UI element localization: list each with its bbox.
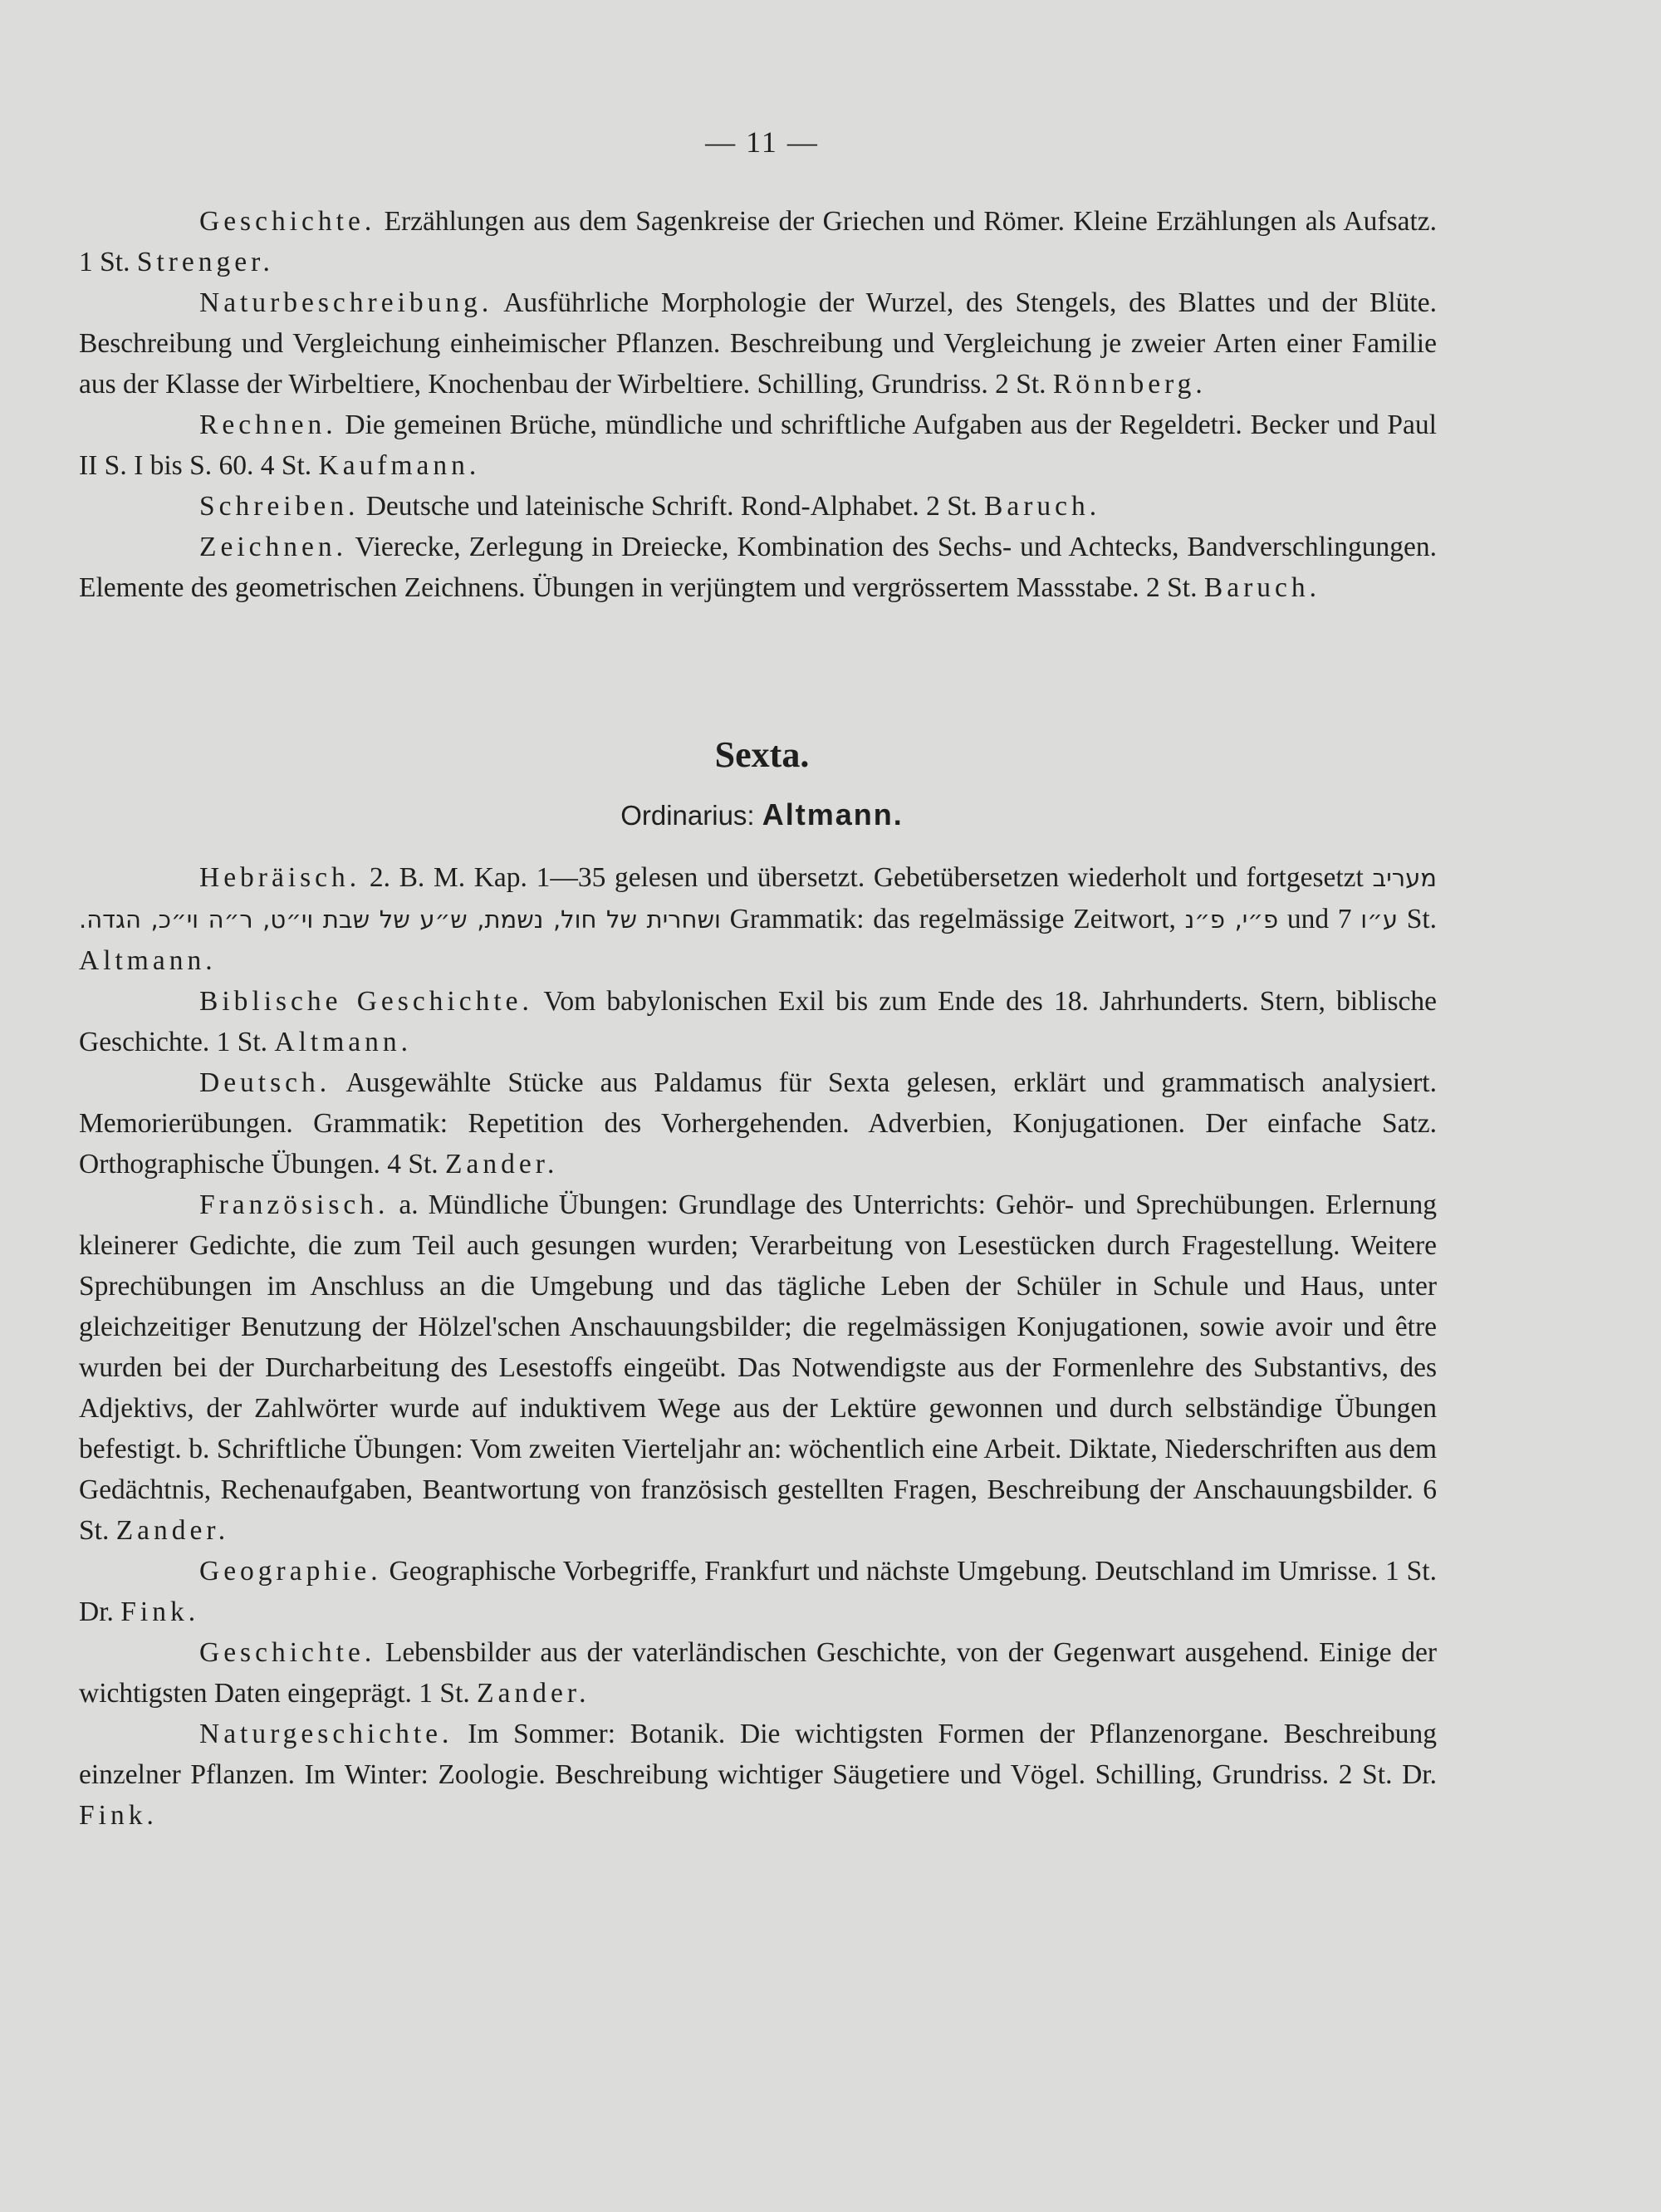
ordinarius-line xyxy=(0,797,1524,832)
entry-hebraisch xyxy=(79,857,1437,981)
top-section xyxy=(79,201,1437,608)
entry-biblische-geschichte xyxy=(79,981,1437,1062)
entry-text: Die gemeinen Brüche, mündliche und schriftliche Aufgaben aus der Regeldetri. Becker und Paul II S. I bis S. 60. 4 St. xyxy=(79,410,1437,481)
teacher-name: Zander. xyxy=(477,1678,590,1709)
entry-text: Vom babylonischen Exil bis zum Ende des 18. Jahrhunderts. Stern, biblische Geschichte. 1 St. xyxy=(79,986,1437,1057)
entry-naturbeschreibung xyxy=(79,282,1437,405)
entry-text: Im Sommer: Botanik. Die wichtigsten Formen der Pflanzenorgane. Beschreibung einzelner Pflanzen. Im Winter: Zoologie. Beschreibung wichtiger Säugetiere und Vögel. Schilling, Grundriss. 2 St. Dr. xyxy=(79,1719,1437,1790)
entry-text: 2. B. M. Kap. 1—35 gelesen und übersetzt. Gebetübersetzen wiederholt und fortgesetzt xyxy=(360,862,1373,893)
teacher-name: Fink. xyxy=(79,1800,158,1831)
ordinarius-name: Altmann. xyxy=(762,797,904,831)
teacher-name: Altmann. xyxy=(79,945,217,976)
hebrew-text: ע״ו xyxy=(1360,905,1398,934)
teacher-name: Strenger. xyxy=(136,247,274,277)
entry-text: Lebensbilder aus der vaterländischen Geschichte, von der Gegenwart ausgehend. Einige der wichtigsten Daten eingeprägt. 1 St. xyxy=(79,1637,1437,1709)
hebrew-text: מעריב ושחרית של חול, נשמת, ש״ע של שבת וי״ט, ר״ה וי״כ, הגדה. xyxy=(79,864,1437,934)
entry-text: Geographische Vorbegriffe, Frankfurt und nächste Umgebung. Deutschland im Umrisse. 1 St. Dr. xyxy=(79,1556,1437,1627)
hebrew-text: פ״י, פ״נ xyxy=(1184,905,1279,934)
teacher-name: Zander. xyxy=(115,1515,230,1546)
entry-text: Ausführliche Morphologie der Wurzel, des Stengels, des Blattes und der Blüte. Beschreibung und Vergleichung einheimischer Pflanzen. Beschreibung und Vergleichung je zweier Arten einer Familie aus der Klasse der Wirbeltiere, Knochenbau der Wirbeltiere. Schilling, Grundriss. 2 St. xyxy=(79,287,1437,400)
entry-text: 7 St. xyxy=(1337,904,1438,934)
subject-label: Geographie. xyxy=(199,1556,382,1587)
subject-label: Geschichte. xyxy=(199,206,376,237)
teacher-name: Baruch. xyxy=(1203,572,1320,603)
subject-label: Rechnen. xyxy=(199,410,337,440)
entry-geschichte-sexta xyxy=(79,1632,1437,1714)
entry-text: a. Mündliche Übungen: Grundlage des Unterrichts: Gehör- und Sprechübungen. Erlernung kleinerer Gedichte, die zum Teil auch gesungen wurden; Verarbeitung von Lesestücken durch Fragestellung. Weitere Sprechübungen im Anschluss an die Umgebung und das tägliche Leben der Schüler in Schule und Haus, unter gleichzeitiger Benutzung der Hölzel'schen Anschauungsbilder; die regelmässigen Konjugationen, sowie avoir und être wurden bei der Durcharbeitung des Lesestoffs eingeübt. Das Notwendigste aus der Formenlehre des Substantivs, des Adjektivs, der Zahlwörter wurde auf induktivem Wege aus der Lektüre gewonnen und durch selbständige Übungen befestigt. b. Schriftliche Übungen: Vom zweiten Vierteljahr an: wöchentlich eine Arbeit. Diktate, Niederschriften aus dem Gedächtnis, Rechenaufgaben, Beantwortung von französisch gestellten Fragen, Beschreibung der Anschauungsbilder. 6 St. xyxy=(79,1189,1437,1546)
entry-deutsch xyxy=(79,1062,1437,1184)
ordinarius-label: Ordinarius: xyxy=(620,800,755,831)
subject-label: Deutsch. xyxy=(199,1067,331,1098)
subject-label: Geschichte. xyxy=(199,1637,376,1668)
subject-label: Französisch. xyxy=(199,1189,390,1220)
entry-geographie xyxy=(79,1551,1437,1632)
teacher-name: Altmann. xyxy=(274,1027,412,1057)
teacher-name: Baruch. xyxy=(984,491,1101,522)
entry-geschichte xyxy=(79,201,1437,282)
entry-naturgeschichte xyxy=(79,1714,1437,1836)
entry-schreiben xyxy=(79,486,1437,527)
entry-text: und xyxy=(1278,904,1338,934)
section-title: Sexta. xyxy=(714,734,810,775)
teacher-name: Kaufmann. xyxy=(318,450,481,481)
entry-text: Grammatik: das regelmässige Zeitwort, xyxy=(720,904,1185,934)
subject-label: Biblische Geschichte. xyxy=(199,986,533,1017)
subject-label: Naturbeschreibung. xyxy=(199,287,493,318)
subject-label: Zeichnen. xyxy=(199,532,348,562)
page-number: — 11 — xyxy=(705,125,819,159)
subject-label: Naturgeschichte. xyxy=(199,1719,453,1749)
entry-text: Vierecke, Zerlegung in Dreiecke, Kombination des Sechs- und Achtecks, Bandverschlingungen. Elemente des geometrischen Zeichnens. Übungen in verjüngtem und vergrössertem Massstabe. 2 St. xyxy=(79,532,1437,603)
teacher-name: Rönnberg. xyxy=(1052,369,1207,400)
entry-franzosisch xyxy=(79,1184,1437,1551)
entry-text: Erzählungen aus dem Sagenkreise der Griechen und Römer. Kleine Erzählungen als Aufsatz. 1 St. xyxy=(79,206,1437,277)
teacher-name: Fink. xyxy=(120,1596,200,1627)
subject-label: Schreiben. xyxy=(199,491,360,522)
sexta-section xyxy=(79,857,1437,1836)
entry-zeichnen xyxy=(79,527,1437,608)
teacher-name: Zander. xyxy=(445,1149,559,1180)
subject-label: Hebräisch. xyxy=(199,862,361,893)
entry-rechnen xyxy=(79,405,1437,486)
entry-text: Deutsche und lateinische Schrift. Rond-Alphabet. 2 St. xyxy=(359,491,984,522)
entry-text: Ausgewählte Stücke aus Paldamus für Sexta gelesen, erklärt und grammatisch analysiert. Memorierübungen. Grammatik: Repetition des Vorhergehenden. Adverbien, Konjugationen. Der einfache Satz. Orthographische Übungen. 4 St. xyxy=(79,1067,1437,1180)
